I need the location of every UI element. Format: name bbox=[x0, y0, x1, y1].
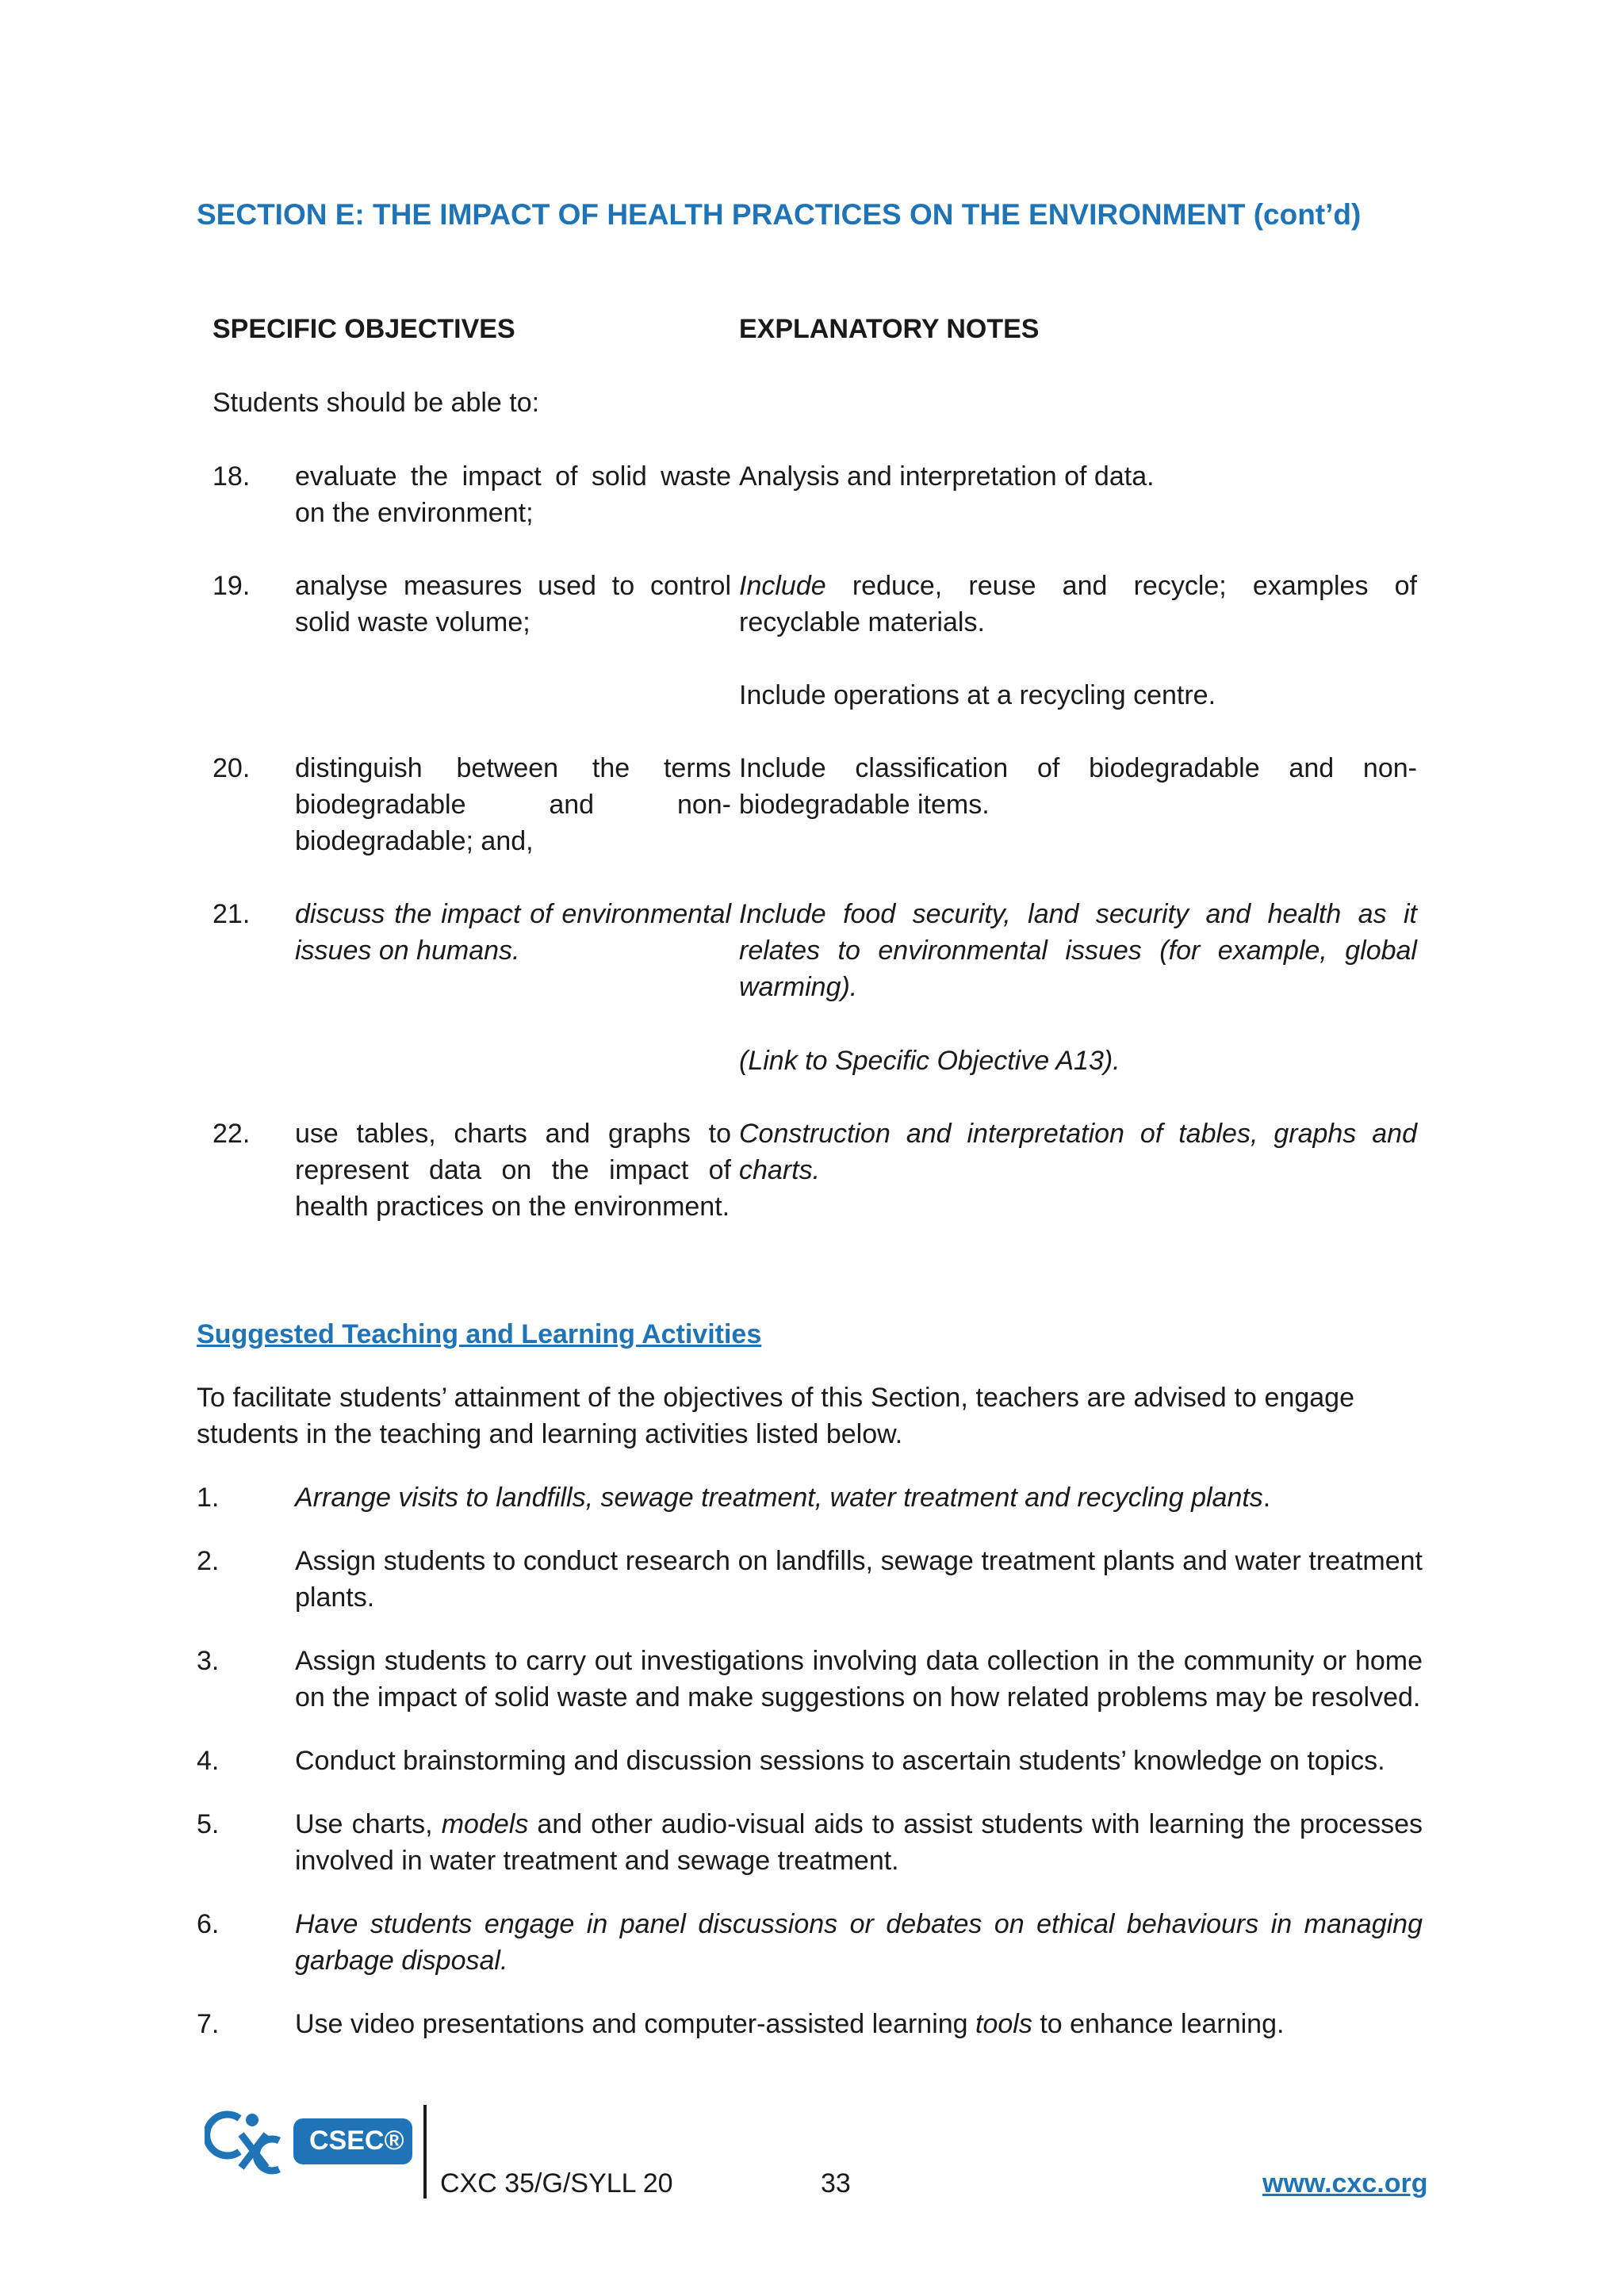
objective-text: distinguish between the terms biodegradable and non-biodegradable; and, bbox=[295, 753, 731, 856]
objective-text: use tables, charts and graphs to represent data on the impact of health practices on the environment. bbox=[295, 1119, 731, 1222]
activity-number: 5. bbox=[197, 1809, 220, 1839]
page-number: 33 bbox=[821, 2168, 851, 2198]
objective-text: discuss the impact of environmental issues on humans. bbox=[295, 899, 731, 966]
activity-text-post: to enhance learning. bbox=[1032, 2009, 1285, 2039]
explanatory-note: (Link to Specific Objective A13). bbox=[739, 1046, 1120, 1076]
syllabus-code: CXC 35/G/SYLL 20 bbox=[440, 2168, 673, 2198]
activity-number: 2. bbox=[197, 1546, 220, 1576]
website-link[interactable]: www.cxc.org bbox=[1262, 2168, 1428, 2198]
activity-text-post: and other audio-visual aids to assist students with learning the processes involved in water treatment and sewage treatment. bbox=[295, 1809, 1423, 1876]
activity-text bbox=[295, 1806, 1423, 1879]
explanatory-note: Include food security, land security and health as it relates to environmental issues (for example, global warming). bbox=[739, 899, 1417, 1002]
objective-number: 22. bbox=[213, 1119, 251, 1149]
activities-title: Suggested Teaching and Learning Activities bbox=[197, 1319, 762, 1349]
explanatory-note: Include operations at a recycling centre. bbox=[739, 680, 1216, 710]
activity-number: 6. bbox=[197, 1909, 220, 1939]
activity-text: Conduct brainstorming and discussion sessions to ascertain students’ knowledge on topics. bbox=[295, 1746, 1385, 1776]
objective-text: analyse measures used to control solid waste volume; bbox=[295, 571, 731, 637]
cxc-csec-logo bbox=[205, 2103, 420, 2180]
activity-text bbox=[295, 2006, 1423, 2042]
activity-text bbox=[295, 1479, 1423, 1516]
note-text: reduce, reuse and recycle; examples of recyclable materials. bbox=[739, 571, 1417, 637]
objective-number: 18. bbox=[213, 461, 251, 492]
activity-number: 3. bbox=[197, 1646, 220, 1676]
intro-line: Students should be able to: bbox=[213, 388, 540, 418]
objective-number: 19. bbox=[213, 571, 251, 601]
activity-italic: Arrange visits to landfills, sewage treatment, water treatment and recycling plants bbox=[295, 1483, 1263, 1513]
activity-text: Assign students to carry out investigations involving data collection in the community or home on the impact of solid waste and make suggestions on how related problems may be resolved. bbox=[295, 1646, 1423, 1712]
activity-number: 4. bbox=[197, 1746, 220, 1776]
activity-tail: . bbox=[1262, 1483, 1271, 1513]
explanatory-note: Construction and interpretation of tables, graphs and charts. bbox=[739, 1119, 1417, 1185]
activity-italic: models bbox=[441, 1809, 529, 1839]
activities-intro: To facilitate students’ attainment of the objectives of this Section, teachers are advised to engage students in the teaching and learning activities listed below. bbox=[197, 1383, 1354, 1449]
explanatory-note: Analysis and interpretation of data. bbox=[739, 461, 1155, 492]
activity-text: Have students engage in panel discussions or debates on ethical behaviours in managing garbage disposal. bbox=[295, 1909, 1423, 1976]
explanatory-note bbox=[739, 568, 1417, 641]
explanatory-note: Include classification of biodegradable and non-biodegradable items. bbox=[739, 753, 1417, 820]
objective-number: 20. bbox=[213, 753, 251, 783]
objectives-header: SPECIFIC OBJECTIVES bbox=[213, 314, 515, 344]
section-title: SECTION E: THE IMPACT OF HEALTH PRACTICES ON THE ENVIRONMENT (cont’d) bbox=[197, 198, 1362, 231]
notes-header: EXPLANATORY NOTES bbox=[739, 314, 1040, 344]
objective-number: 21. bbox=[213, 899, 251, 929]
activity-text: Assign students to conduct research on landfills, sewage treatment plants and water treatment plants. bbox=[295, 1546, 1423, 1613]
note-italic-lead: Include bbox=[739, 571, 826, 601]
objective-text: evaluate the impact of solid waste on the environment; bbox=[295, 461, 731, 528]
activity-number: 7. bbox=[197, 2009, 220, 2039]
activity-text-pre: Use video presentations and computer-assisted learning bbox=[295, 2009, 976, 2039]
footer-divider bbox=[423, 2105, 427, 2198]
activity-italic: tools bbox=[975, 2009, 1032, 2039]
csec-logo-text: CSEC® bbox=[309, 2126, 404, 2156]
activity-text-pre: Use charts, bbox=[295, 1809, 442, 1839]
activity-number: 1. bbox=[197, 1483, 220, 1513]
